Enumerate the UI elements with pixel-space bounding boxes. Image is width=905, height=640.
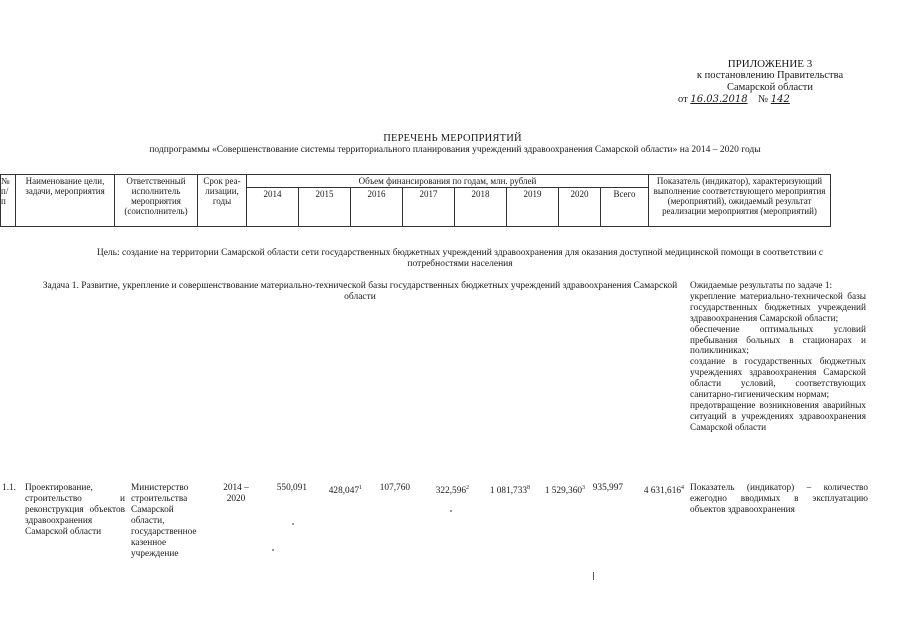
appendix-date-line [660, 94, 880, 106]
year-2017: 2017 [403, 188, 455, 227]
header-name: Наименование цели, задачи, мероприятия [16, 175, 115, 227]
scan-speck [450, 510, 452, 512]
value-2015: 428,047$^1$ [328, 485, 362, 497]
appendix-line2: к постановлению Правительства [696, 70, 844, 81]
appendix-date: 16.03.2018 [690, 94, 748, 105]
scan-mark [593, 572, 594, 580]
scan-speck [292, 523, 294, 525]
header-financing: Объем финансирования по годам, млн. рублей [247, 175, 649, 188]
goal-text: Цель: создание на территории Самарской области сети государственных бюджетных учреждений здравоохранения для оказания доступной медицинской помощи в соответствии с потребностями населения [96, 248, 824, 269]
expected-item: обеспечение оптимальных условий пребывания больных в стационарах и поликлиниках; [690, 324, 866, 357]
year-2014: 2014 [247, 188, 299, 227]
row-period: 2014 – 2020 [223, 483, 249, 504]
value-2019: 1 529,360$^3$ [544, 485, 585, 497]
year-total: Всего [601, 188, 649, 227]
header-num: № п/п [1, 175, 16, 227]
value-2020: 935,997 [592, 483, 623, 493]
year-2015: 2015 [299, 188, 351, 227]
value-2017: 322,596$^2$ [435, 485, 469, 497]
number-label: № [758, 94, 769, 105]
row-number: 1.1. [2, 483, 16, 493]
value-2016: 107,760 [379, 483, 410, 493]
value-2018: 1 081,733$^8$ [489, 485, 530, 497]
expected-results [690, 281, 866, 434]
value-2014: 550,091 [276, 483, 307, 493]
expected-item: укрепление материально-технической базы государственных бюджетных учреждений здравоохранения Самарской области; [690, 291, 866, 324]
expected-results-header: Ожидаемые результаты по задаче 1: [690, 281, 833, 291]
value-total: 4 631,616$^4$ [643, 485, 684, 497]
appendix-line3: Самарской области [727, 82, 813, 93]
header-period: Срок реа-лизации, годы [198, 175, 247, 227]
appendix-number: 142 [770, 94, 790, 105]
header-indicator: Показатель (индикатор), характеризующий выполнение соответствующего мероприятия (мероприятий), ожидаемый результат реализации мероприятия (мероприятий) [649, 175, 831, 227]
header-table [0, 174, 831, 227]
document-subtitle: подпрограммы «Совершенствование системы территориального планирования учреждений здравоохранения Самарской области» на 2014 – 2020 годы [149, 145, 761, 155]
year-2016: 2016 [351, 188, 403, 227]
appendix-title: ПРИЛОЖЕНИЕ 3 [727, 58, 813, 70]
year-2019: 2019 [507, 188, 559, 227]
header-executor: Ответственный исполнитель мероприятия (соисполнитель) [115, 175, 198, 227]
task-text: Задача 1. Развитие, укрепление и совершенствование материально-технической базы государственных бюджетных учреждений здравоохранения Самарской области [42, 281, 678, 302]
document-title: ПЕРЕЧЕНЬ МЕРОПРИЯТИЙ [383, 133, 522, 144]
from-label: от [678, 94, 688, 105]
appendix-block [660, 58, 880, 106]
year-2018: 2018 [455, 188, 507, 227]
expected-item: предотвращение возникновения аварийных ситуаций в учреждениях здравоохранения Самарской области [690, 400, 866, 433]
row-indicator: Показатель (индикатор) – количество ежегодно вводимых в эксплуатацию объектов здравоохранения [690, 483, 868, 515]
row-executor: Министерство строительства Самарской области, государственное казенное учреждение [131, 483, 197, 559]
row-name: Проектирование, строительство и реконструкция объектов здравоохранения Самарской области [25, 483, 125, 537]
scan-speck [272, 549, 274, 551]
expected-item: создание в государственных бюджетных учреждениях здравоохранения Самарской области условий, соответствующих санитарно-гигиеническим нормам; [690, 357, 866, 401]
year-2020: 2020 [559, 188, 601, 227]
